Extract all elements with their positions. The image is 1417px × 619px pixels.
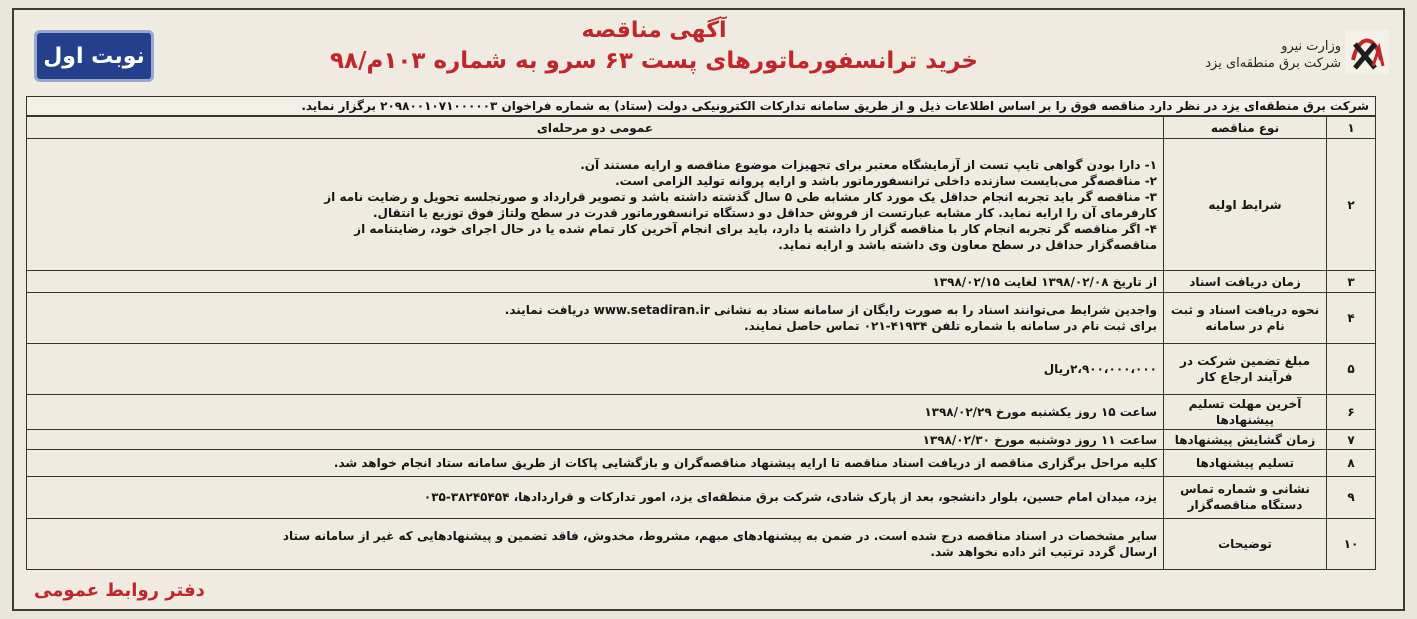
value-line: ۱- دارا بودن گواهی تایپ تست از آزمایشگاه معتبر برای تجهیزات موضوع مناقصه و ارایه مستند آن. bbox=[580, 157, 1157, 172]
row-value bbox=[27, 343, 1164, 394]
row-number: ۷ bbox=[1327, 430, 1376, 450]
row-value bbox=[27, 430, 1164, 450]
table-row bbox=[27, 394, 1376, 429]
row-label: شرایط اولیه bbox=[1164, 139, 1327, 271]
row-number: ۲ bbox=[1327, 139, 1376, 271]
row-number: ۱ bbox=[1327, 117, 1376, 139]
row-value bbox=[27, 139, 1164, 271]
table-row bbox=[27, 117, 1376, 139]
public-relations-office: دفتر روابط عمومی bbox=[34, 580, 205, 601]
value-line: از تاریخ ۱۳۹۸/۰۲/۰۸ لغایت ۱۳۹۸/۰۲/۱۵ bbox=[932, 274, 1157, 289]
row-value bbox=[27, 117, 1164, 139]
table-row bbox=[27, 430, 1376, 450]
table-row bbox=[27, 293, 1376, 344]
row-number: ۳ bbox=[1327, 271, 1376, 293]
table-row bbox=[27, 343, 1376, 394]
value-line: ۳- مناقصه گر باید تجربه انجام حداقل یک مورد کار مشابه طی ۵ سال گذشته داشته باشد و تصویر قرارداد و صورتجلسه تحویل و رضایت نامه از bbox=[324, 189, 1157, 204]
round-badge: نوبت اول bbox=[34, 30, 154, 82]
value-line: یزد، میدان امام حسین، بلوار دانشجو، بعد از پارک شادی، شرکت برق منطقه‌ای یزد، امور تدارکات و قراردادها، ۳۸۲۴۵۴۵۴-۰۳۵ bbox=[423, 490, 1157, 505]
value-line: مناقصه‌گزار حداقل در سطح معاون وی داشته باشد و ارایه نماید. bbox=[778, 237, 1157, 252]
row-value bbox=[27, 450, 1164, 476]
row-label: تسلیم پیشنهادها bbox=[1164, 450, 1327, 476]
row-number: ۵ bbox=[1327, 343, 1376, 394]
row-value bbox=[27, 519, 1164, 570]
row-label: آخرین مهلت تسلیم پیشنهادها bbox=[1164, 394, 1327, 429]
row-number: ۱۰ bbox=[1327, 519, 1376, 570]
row-value bbox=[27, 293, 1164, 344]
value-line: برای ثبت نام در سامانه با شماره تلفن ۴۱۹۳۴-۰۲۱ تماس حاصل نمایند. bbox=[744, 319, 1157, 334]
row-label: نحوه دریافت اسناد و ثبت نام در سامانه bbox=[1164, 293, 1327, 344]
row-label: مبلغ تضمین شرکت در فرآیند ارجاع کار bbox=[1164, 343, 1327, 394]
header bbox=[14, 10, 1403, 102]
row-number: ۶ bbox=[1327, 394, 1376, 429]
row-value bbox=[27, 476, 1164, 519]
row-number: ۹ bbox=[1327, 476, 1376, 519]
row-value bbox=[27, 394, 1164, 429]
table-row bbox=[27, 139, 1376, 271]
table-row bbox=[27, 519, 1376, 570]
value-line: ارسال گردد ترتیب اثر داده نخواهد شد. bbox=[930, 545, 1157, 560]
row-label: نشانی و شماره تماس دستگاه مناقصه‌گزار bbox=[1164, 476, 1327, 519]
table-row bbox=[27, 450, 1376, 476]
notice-title: آگهی مناقصه bbox=[581, 18, 727, 43]
row-number: ۴ bbox=[1327, 293, 1376, 344]
table-row bbox=[27, 271, 1376, 293]
row-label: توضیحات bbox=[1164, 519, 1327, 570]
table-row bbox=[27, 476, 1376, 519]
notice-frame bbox=[12, 8, 1405, 611]
value-line: ۲- مناقصه‌گر می‌بایست سازنده داخلی ترانسفورماتور باشد و ارایه پروانه تولید الزامی است. bbox=[615, 173, 1157, 188]
value-line: ۲،۹۰۰،۰۰۰،۰۰۰ریال bbox=[1043, 361, 1157, 376]
value-line: سایر مشخصات در اسناد مناقصه درج شده است. در ضمن به پیشنهادهای مبهم، مشروط، مخدوش، فاقد تضمین و پیشنهادهایی که غیر از سامانه ستاد bbox=[282, 529, 1157, 544]
value-line: عمومی دو مرحله‌ای bbox=[536, 120, 654, 135]
value-line: ساعت ۱۱ روز دوشنبه مورخ ۱۳۹۸/۰۲/۳۰ bbox=[922, 432, 1157, 447]
tender-table bbox=[26, 116, 1376, 570]
intro-text: شرکت برق منطقه‌ای یزد در نظر دارد مناقصه فوق را بر اساس اطلاعات ذیل و از طریق سامانه تدارکات الکترونیکی دولت (ستاد) به شماره فراخوان ۲۰۹۸۰۰۱۰۷۱۰۰۰۰۰۳ برگزار نماید. bbox=[26, 96, 1376, 116]
value-line: ساعت ۱۵ روز یکشنبه مورخ ۱۳۹۸/۰۲/۲۹ bbox=[924, 404, 1157, 419]
row-number: ۸ bbox=[1327, 450, 1376, 476]
titles bbox=[274, 16, 1034, 76]
notice-subtitle: خرید ترانسفورماتورهای پست ۶۳ سرو به شماره ۱۰۳م/۹۸ bbox=[329, 48, 978, 74]
row-label: زمان گشایش پیشنهادها bbox=[1164, 430, 1327, 450]
value-line: واجدین شرایط می‌توانند اسناد را به صورت رایگان از سامانه ستاد به نشانی www.setadiran.ir دریافت نمایند. bbox=[504, 303, 1157, 318]
value-line: ۴- اگر مناقصه گر تجربه انجام کار با مناقصه گزار را داشته یا دارد، باید برای انجام آخرین کار تمام شده یا در حال اجرای خود، رضایتنامه از bbox=[354, 221, 1157, 236]
organization bbox=[1205, 38, 1341, 72]
value-line: کلیه مراحل برگزاری مناقصه از دریافت اسناد مناقصه تا ارایه پیشنهاد مناقصه‌گران و بازگشایی پاکات از طریق سامانه ستاد انجام خواهد شد. bbox=[333, 456, 1157, 471]
row-label: نوع مناقصه bbox=[1164, 117, 1327, 139]
row-label: زمان دریافت اسناد bbox=[1164, 271, 1327, 293]
value-line: کارفرمای آن را ارایه نماید. کار مشابه عبارتست از فروش حداقل دو دستگاه ترانسفورماتور قدرت در سطح ولتاژ فوق توزیع یا انتقال. bbox=[372, 205, 1157, 220]
company-logo-icon bbox=[1345, 30, 1389, 74]
ministry-name: وزارت نیرو bbox=[1281, 39, 1341, 54]
row-value bbox=[27, 271, 1164, 293]
company-name: شرکت برق منطقه‌ای یزد bbox=[1205, 56, 1341, 71]
